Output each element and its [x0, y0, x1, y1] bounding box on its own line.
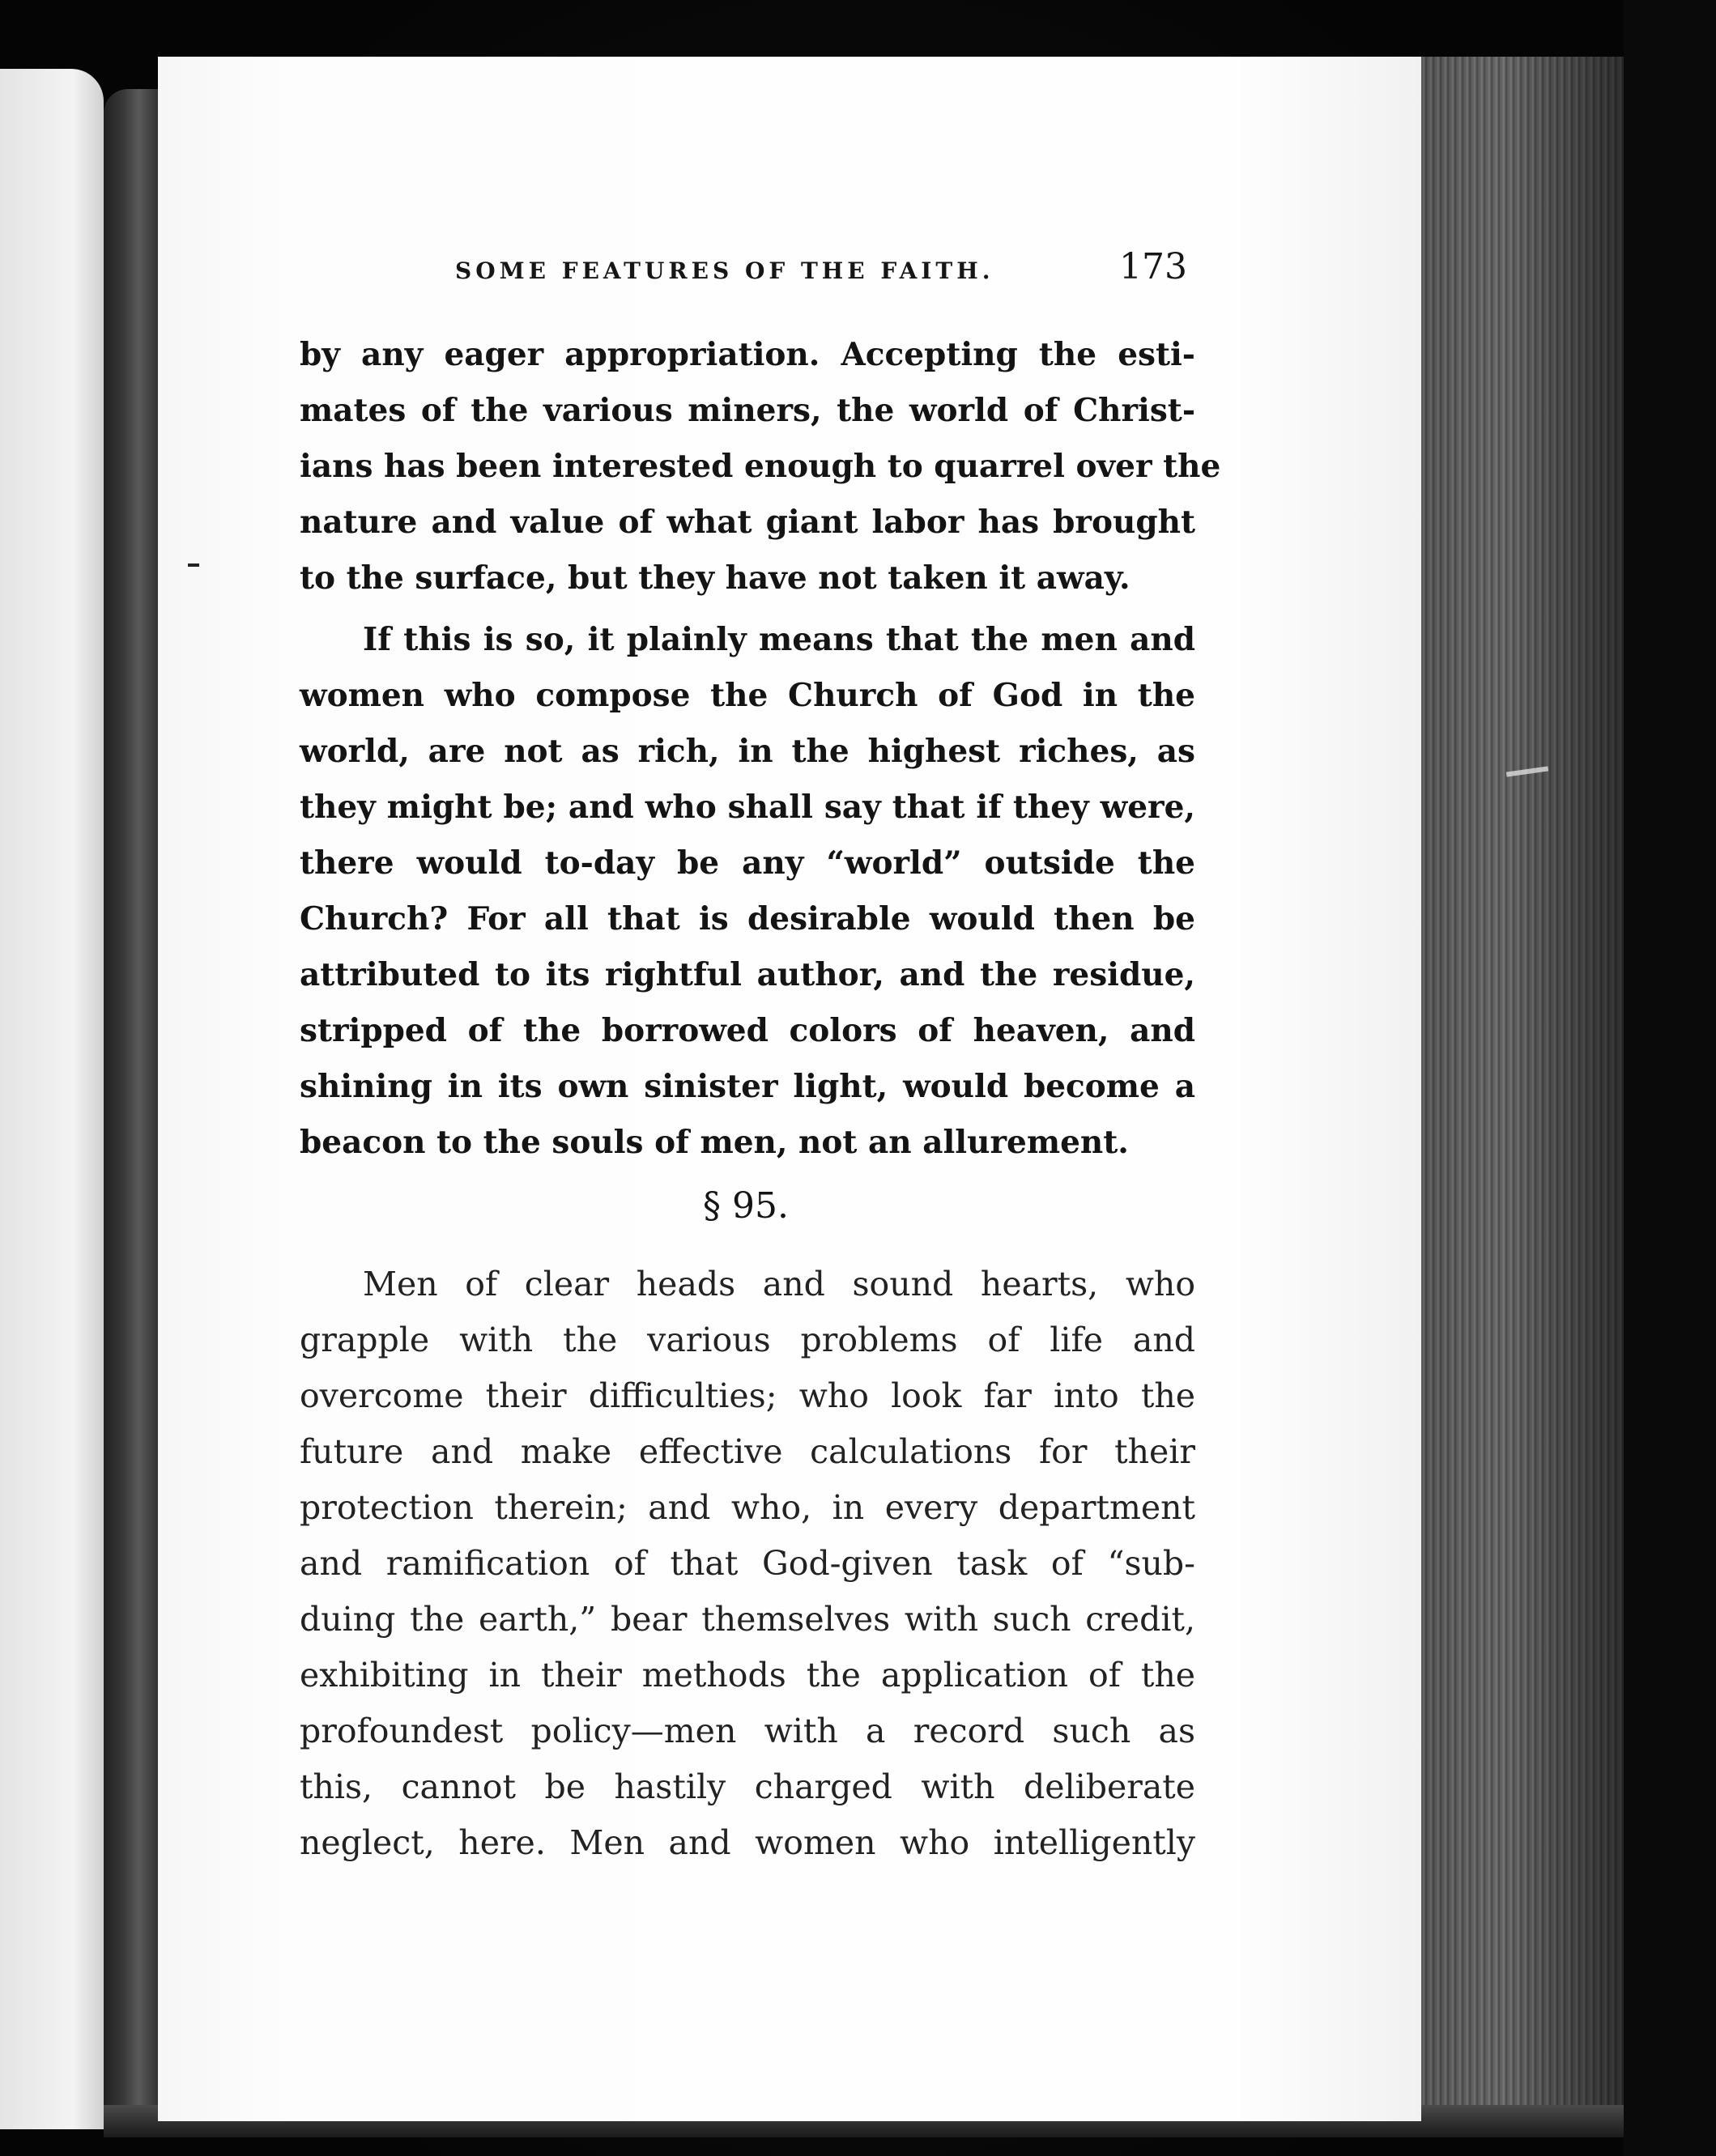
page-edges-right [1421, 57, 1624, 2129]
text-line: stripped of the borrowed colors of heaven, and [300, 1012, 1195, 1049]
text-line: attributed to its rightful author, and the residue, [300, 956, 1195, 993]
text-line: beacon to the souls of men, not an allurement. [300, 1124, 1129, 1161]
margin-mark [188, 563, 199, 567]
text-line: nature and value of what giant labor has brought [300, 504, 1195, 541]
text-line: Church? For all that is desirable would then be [300, 900, 1195, 938]
text-line: and ramification of that God-given task of “sub- [300, 1544, 1195, 1583]
text-line: protection therein; and who, in every department [300, 1488, 1195, 1527]
text-line: If this is so, it plainly means that the men and [363, 621, 1195, 658]
text-line: mates of the various miners, the world of Christ- [300, 392, 1195, 429]
text-line: shining in its own sinister light, would become a [300, 1068, 1195, 1105]
text-line: this, cannot be hastily charged with deliberate [300, 1767, 1195, 1806]
text-line: future and make effective calculations for their [300, 1432, 1195, 1471]
paragraph-2 [300, 612, 1195, 1171]
text-line: ians has been interested enough to quarrel over the [300, 448, 1221, 485]
text-line: overcome their difficulties; who look far into the [300, 1376, 1195, 1415]
text-line: neglect, here. Men and women who intelligently [300, 1823, 1195, 1862]
text-line: profoundest policy—men with a record such as [300, 1712, 1195, 1750]
section-heading: § 95. [703, 1185, 789, 1227]
running-header: SOME FEATURES OF THE FAITH. [455, 257, 994, 284]
text-line: they might be; and who shall say that if they were, [300, 789, 1195, 826]
text-line: world, are not as rich, in the highest riches, as [300, 733, 1195, 770]
text-line: women who compose the Church of God in the [300, 677, 1195, 714]
text-line: duing the earth,” bear themselves with such credit, [300, 1600, 1195, 1639]
page-number: 173 [1119, 246, 1187, 287]
facing-page-left [0, 69, 104, 2129]
paragraph-3 [300, 1257, 1195, 1871]
scanner-right-edge [1624, 0, 1716, 2156]
paragraph-1 [300, 327, 1221, 606]
text-line: there would to-day be any “world” outside the [300, 844, 1195, 882]
text-line: Men of clear heads and sound hearts, who [363, 1265, 1195, 1303]
text-line: grapple with the various problems of life and [300, 1320, 1195, 1359]
text-line: to the surface, but they have not taken it away. [300, 559, 1131, 597]
book-gutter [104, 89, 162, 2121]
text-line: by any eager appropriation. Accepting the esti- [300, 336, 1195, 373]
text-line: exhibiting in their methods the application of the [300, 1656, 1195, 1695]
